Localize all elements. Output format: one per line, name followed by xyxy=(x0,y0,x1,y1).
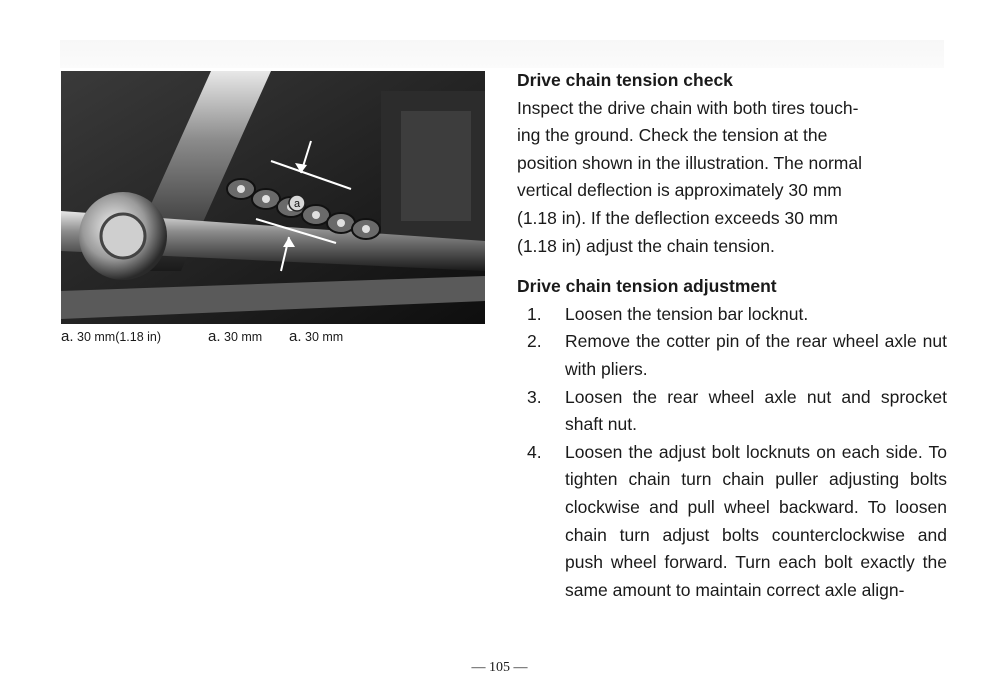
step-text: Loosen the tension bar locknut. xyxy=(565,303,809,324)
chain-photo xyxy=(61,71,485,324)
step-text: Loosen the adjust bolt locknuts on each side. To tighten chain turn chain puller adjusting bolts clockwise and pull wheel backward. To loosen chain turn adjust bolts counterclockwise and push wheel forward. Turn each bolt exactly the same amount to maintain correct axle align- xyxy=(565,441,947,600)
page-number: — 105 — xyxy=(471,660,528,675)
section-title-check: Drive chain tension check xyxy=(517,70,733,90)
paragraph-line: position shown in the illustration. The normal xyxy=(517,152,863,173)
caption-item: a. 30 mm(1.18 in) xyxy=(61,328,162,345)
step-item xyxy=(517,384,947,439)
step-item xyxy=(517,328,947,383)
step-text: Remove the cotter pin of the rear wheel axle nut with pliers. xyxy=(565,331,947,379)
text-column xyxy=(517,67,947,604)
paragraph-line: vertical deflection is approximately 30 mm xyxy=(517,180,842,201)
callout-label: a xyxy=(293,198,301,210)
step-text: Loosen the rear wheel axle nut and sprocket shaft nut. xyxy=(565,386,947,435)
step-item xyxy=(517,439,947,605)
step-number: 1. xyxy=(527,303,542,324)
section-title-adjust: Drive chain tension adjustment xyxy=(517,276,777,297)
caption-item: a. 30 mm xyxy=(289,328,344,345)
figure-caption xyxy=(61,328,485,346)
paragraph-line: (1.18 in) adjust the chain tension. xyxy=(517,235,775,256)
paragraph-line: ing the ground. Check the tension at the xyxy=(517,125,828,146)
step-number: 4. xyxy=(527,441,542,462)
step-item xyxy=(517,301,947,329)
paragraph-line: Inspect the drive chain with both tires touch- xyxy=(517,97,859,118)
check-paragraph xyxy=(517,95,947,261)
adjustment-steps xyxy=(517,301,947,605)
step-number: 2. xyxy=(527,331,542,352)
caption-item: a. 30 mm xyxy=(208,328,263,345)
scan-shading-band xyxy=(60,40,944,68)
step-number: 3. xyxy=(527,386,542,407)
paragraph-line: (1.18 in). If the deflection exceeds 30 mm xyxy=(517,207,838,228)
